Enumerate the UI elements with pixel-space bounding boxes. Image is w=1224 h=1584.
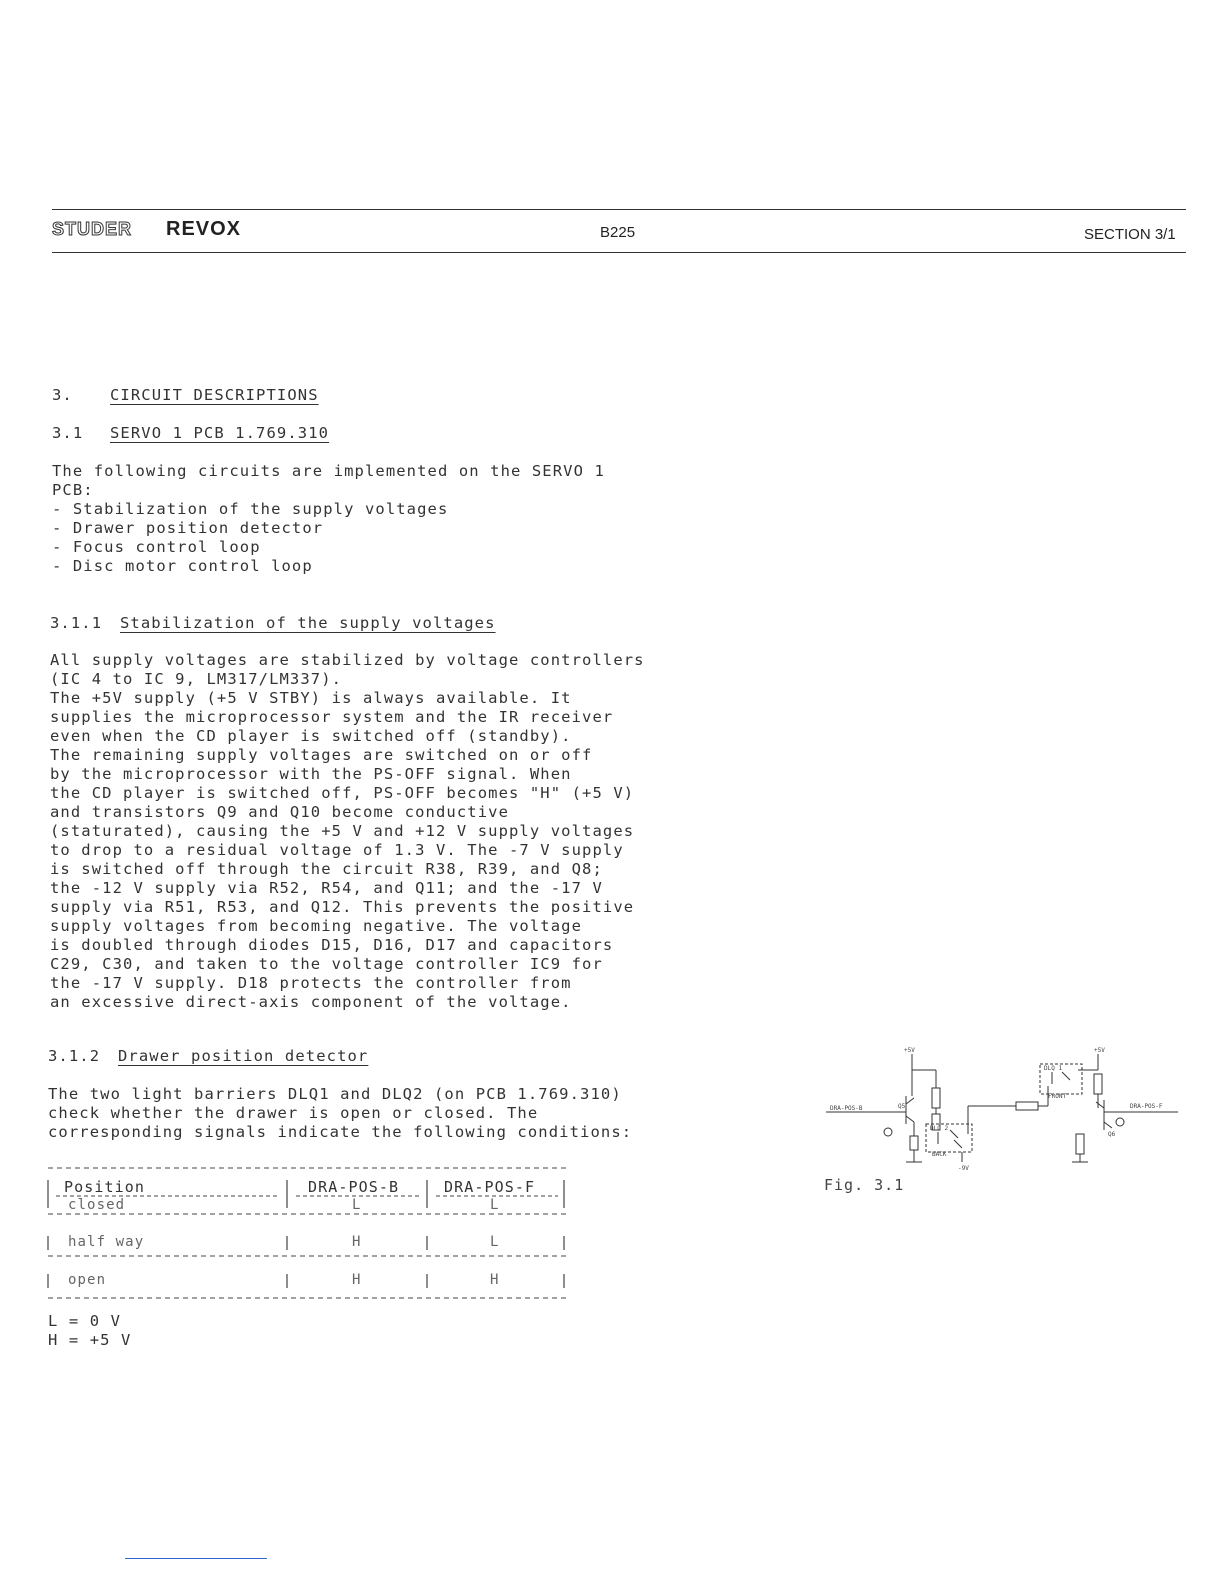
paragraph-line: the CD player is switched off, PS-OFF becomes "H" (+5 V) xyxy=(50,784,635,802)
paragraph-line: the -12 V supply via R52, R54, and Q11; and the -17 V xyxy=(50,879,603,897)
drawer-position-table xyxy=(46,1160,571,1308)
footer-link-underline xyxy=(125,1558,267,1559)
intro-list-item: - Disc motor control loop xyxy=(52,557,313,575)
paragraph-line: even when the CD player is switched off (standby). xyxy=(50,727,572,745)
q6-label: Q6 xyxy=(1108,1131,1116,1138)
back-label: BACK xyxy=(932,1151,947,1158)
legend-high: H = +5 V xyxy=(48,1331,132,1349)
paragraph-line: corresponding signals indicate the following conditions: xyxy=(48,1123,633,1141)
voltage-legend xyxy=(48,1312,131,1350)
paragraph-line: supplies the microprocessor system and the IR receiver xyxy=(50,708,614,726)
paragraph-line: C29, C30, and taken to the voltage controller IC9 for xyxy=(50,955,603,973)
vneg-label: -9V xyxy=(958,1165,969,1172)
table-header-dra-pos-b: DRA-POS-B xyxy=(308,1178,400,1196)
front-label: FRONT xyxy=(1048,1093,1067,1100)
paragraph-line: to drop to a residual voltage of 1.3 V. The -7 V supply xyxy=(50,841,624,859)
intro-line: PCB: xyxy=(52,481,94,499)
section-3-1-2-number: 3.1.2 xyxy=(48,1047,101,1065)
vcc-left-label: +5V xyxy=(904,1047,915,1054)
paragraph-line: (IC 4 to IC 9, LM317/LM337). xyxy=(50,670,343,688)
table-header-dra-pos-f: DRA-POS-F xyxy=(444,1178,536,1196)
paragraph-line: the -17 V supply. D18 protects the controller from xyxy=(50,974,572,992)
paragraph-line: is switched off through the circuit R38, R39, and Q8; xyxy=(50,860,603,878)
paragraph-line: and transistors Q9 and Q10 become conductive xyxy=(50,803,509,821)
vcc-right-label: +5V xyxy=(1094,1047,1105,1054)
paragraph-line: by the microprocessor with the PS-OFF signal. When xyxy=(50,765,572,783)
header-bottom-rule xyxy=(52,252,1186,253)
table-cell-position: half way xyxy=(68,1234,145,1250)
paragraph-line: The two light barriers DLQ1 and DLQ2 (on PCB 1.769.310) xyxy=(48,1085,622,1103)
paragraph-line: All supply voltages are stabilized by voltage controllers xyxy=(50,651,645,669)
intro-list-item: - Focus control loop xyxy=(52,538,261,556)
intro-list-item: - Drawer position detector xyxy=(52,519,324,537)
schematic-drawing xyxy=(826,1044,1178,1174)
section-3-1-number: 3.1 xyxy=(52,424,84,442)
table-cell-dra-pos-f: L xyxy=(490,1197,500,1213)
signal-right-label: DRA-POS-F xyxy=(1130,1103,1163,1110)
section-3-1-1-title: Stabilization of the supply voltages xyxy=(120,614,496,632)
dlq1-label: DLQ 1 xyxy=(1044,1065,1063,1072)
table-cell-dra-pos-b: L xyxy=(352,1197,362,1213)
intro-list-item: - Stabilization of the supply voltages xyxy=(52,500,449,518)
paragraph-line: The remaining supply voltages are switched on or off xyxy=(50,746,593,764)
dlq2-label: DLQ 2 xyxy=(930,1125,949,1132)
figure-3-1-schematic xyxy=(826,1044,1178,1174)
revox-logo: REVOX xyxy=(166,218,242,240)
section-3-1-2-paragraph xyxy=(48,1085,632,1142)
section-3-title: CIRCUIT DESCRIPTIONS xyxy=(110,386,319,404)
table-cell-dra-pos-f: L xyxy=(490,1234,500,1250)
paragraph-line: supply via R51, R53, and Q12. This prevents the positive xyxy=(50,898,635,916)
paragraph-line: (staturated), causing the +5 V and +12 V supply voltages xyxy=(50,822,635,840)
table-cell-dra-pos-b: H xyxy=(352,1272,362,1288)
paragraph-line: an excessive direct-axis component of the voltage. xyxy=(50,993,572,1011)
q5-label: Q5 xyxy=(898,1103,906,1110)
paragraph-line: check whether the drawer is open or closed. The xyxy=(48,1104,539,1122)
table-cell-dra-pos-b: H xyxy=(352,1234,362,1250)
section-3-1-title: SERVO 1 PCB 1.769.310 xyxy=(110,424,330,442)
table-cell-dra-pos-f: H xyxy=(490,1272,500,1288)
legend-low: L = 0 V xyxy=(48,1312,122,1330)
paragraph-line: is doubled through diodes D15, D16, D17 and capacitors xyxy=(50,936,614,954)
section-3-1-1-number: 3.1.1 xyxy=(50,614,103,632)
section-3-1-intro xyxy=(52,462,605,576)
figure-caption: Fig. 3.1 xyxy=(824,1176,905,1194)
section-label: SECTION 3/1 xyxy=(1084,226,1176,243)
model-label: B225 xyxy=(600,224,636,241)
table-cell-position: open xyxy=(68,1272,107,1288)
section-3-1-1-paragraph xyxy=(50,651,645,1012)
header-top-rule xyxy=(52,209,1186,210)
table-header-position: Position xyxy=(64,1178,146,1196)
section-3-number: 3. xyxy=(52,386,73,404)
studer-logo: STUDER xyxy=(52,219,133,239)
section-3-1-2-title: Drawer position detector xyxy=(118,1047,369,1065)
paragraph-line: supply voltages from becoming negative. The voltage xyxy=(50,917,583,935)
intro-line: The following circuits are implemented on the SERVO 1 xyxy=(52,462,605,480)
table-cell-position: closed xyxy=(68,1197,126,1213)
signal-left-label: DRA-POS-B xyxy=(830,1105,863,1112)
paragraph-line: The +5V supply (+5 V STBY) is always available. It xyxy=(50,689,572,707)
